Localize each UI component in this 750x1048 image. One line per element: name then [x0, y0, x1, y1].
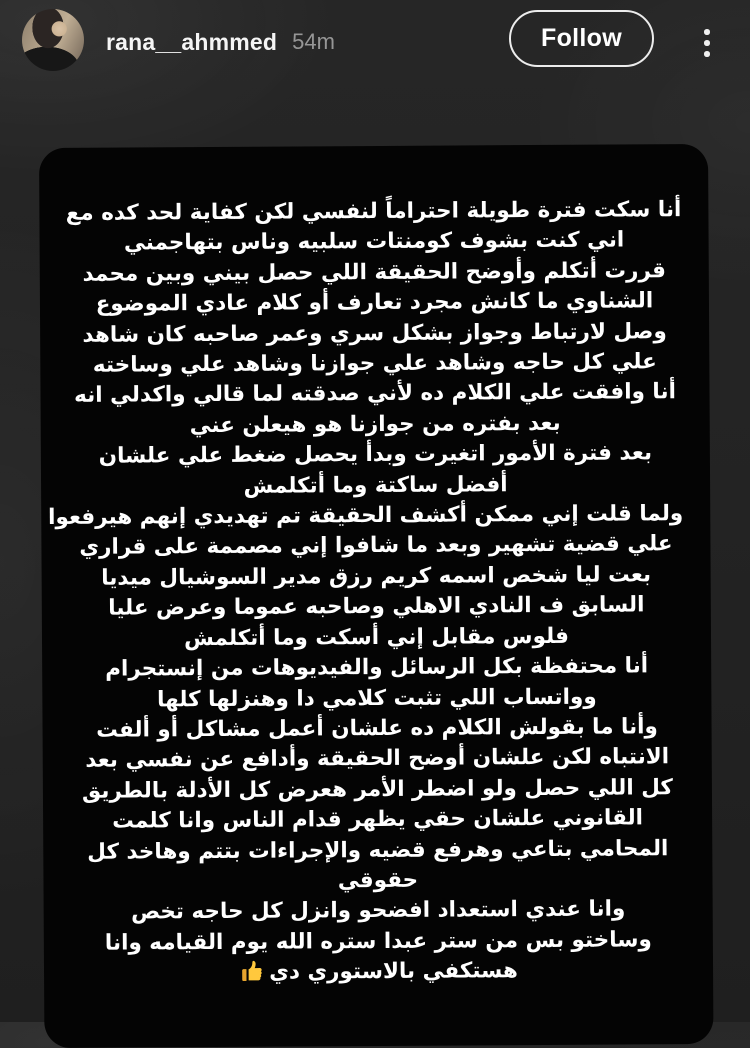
story-text-line: كل اللي حصل ولو اضطر الأمر هعرض كل الأدلة بالطريق	[81, 774, 673, 804]
story-text-line: أنا سكت فترة طويلة احتراماً لنفسي لكن كفاية لحد كده مع	[65, 197, 682, 226]
story-text-line: أنا محتفظة بكل الرسائل والفيديوهات من إنستجرام	[105, 653, 649, 682]
more-options-icon[interactable]	[698, 24, 716, 62]
story-text-line: بعد بفتره من جوازنا هو هيعلن عني	[189, 410, 561, 438]
story-header	[0, 0, 750, 90]
story-text-line: أفضل ساكتة وما أتكلمش	[243, 471, 508, 499]
thumbs-up-emoji	[239, 958, 266, 995]
story-text-line: قررت أتكلم وأوضح الحقيقة اللي حصل بيني وبين محمد	[82, 258, 667, 287]
story-text-line: ولما قلت إني ممكن أكشف الحقيقة تم تهديدي إنهم هيرفعوا	[48, 501, 684, 531]
story-text	[39, 144, 713, 996]
story-text-line: علي قضية تشهير وبعد ما شافوا إني مصممة على قراري	[79, 531, 673, 561]
username[interactable]: rana__ahmmed	[106, 28, 278, 55]
story-text-lines	[48, 195, 686, 959]
story-text-line: وأنا ما بقولش الكلام ده علشان أعمل مشاكل أو ألفت	[96, 714, 658, 743]
story-text-line: المحامي بتاعي وهرفع قضيه والإجراءات بتتم وهاخد كل	[87, 835, 669, 865]
follow-button[interactable]: Follow	[509, 10, 654, 67]
story-text-line: حقوقي	[337, 867, 419, 894]
story-final-text: هستكفي بالاستوري دي	[269, 958, 518, 985]
story-text-line: الانتباه لكن علشان أوضح الحقيقة وأدافع عن نفسي بعد	[85, 744, 670, 774]
story-card[interactable]	[39, 144, 713, 1048]
story-text-line: وواتساب اللي تثبت كلامي دا وهنزلها كلها	[156, 684, 597, 712]
story-text-line: القانوني علشان حقي يظهر قدام الناس وانا كلمت	[112, 805, 644, 834]
story-text-line: فلوس مقابل إني أسكت وما أتكلمش	[184, 623, 569, 651]
story-text-line: الشناوي ما كانش مجرد تعارف أو كلام عادي الموضوع	[95, 288, 654, 317]
story-text-line: السابق ف النادي الاهلي وصاحبه عموما وعرض عليا	[108, 592, 645, 621]
story-text-line: أنا وافقت علي الكلام ده لأني صدقته لما قالي واكدلي انه	[74, 379, 676, 409]
timestamp: 54m	[292, 29, 335, 54]
story-text-line: اني كنت بشوف كومنتات سلبيه وناس بتهاجمني	[123, 227, 625, 256]
story-text-line: وانا عندي استعداد افضحو وانزل كل حاجه تخص	[130, 896, 626, 925]
story-text-line: وساختو بس من ستر عبدا ستره الله يوم القيامه وانا	[104, 927, 652, 956]
story-text-final-line	[71, 955, 686, 995]
story-text-line: بعد فترة الأمور اتغيرت وبدأ يحصل ضغط علي علشان	[98, 440, 653, 469]
story-text-line: بعت ليا شخص اسمه كريم رزق مدير السوشيال ميديا	[101, 562, 652, 591]
story-text-line: علي كل حاجه وشاهد علي جوازنا وشاهد علي وساخته	[92, 349, 657, 378]
avatar[interactable]	[22, 9, 84, 71]
story-text-line: وصل لارتباط وجواز بشكل سري وعمر صاحبه كان شاهد	[82, 318, 667, 348]
